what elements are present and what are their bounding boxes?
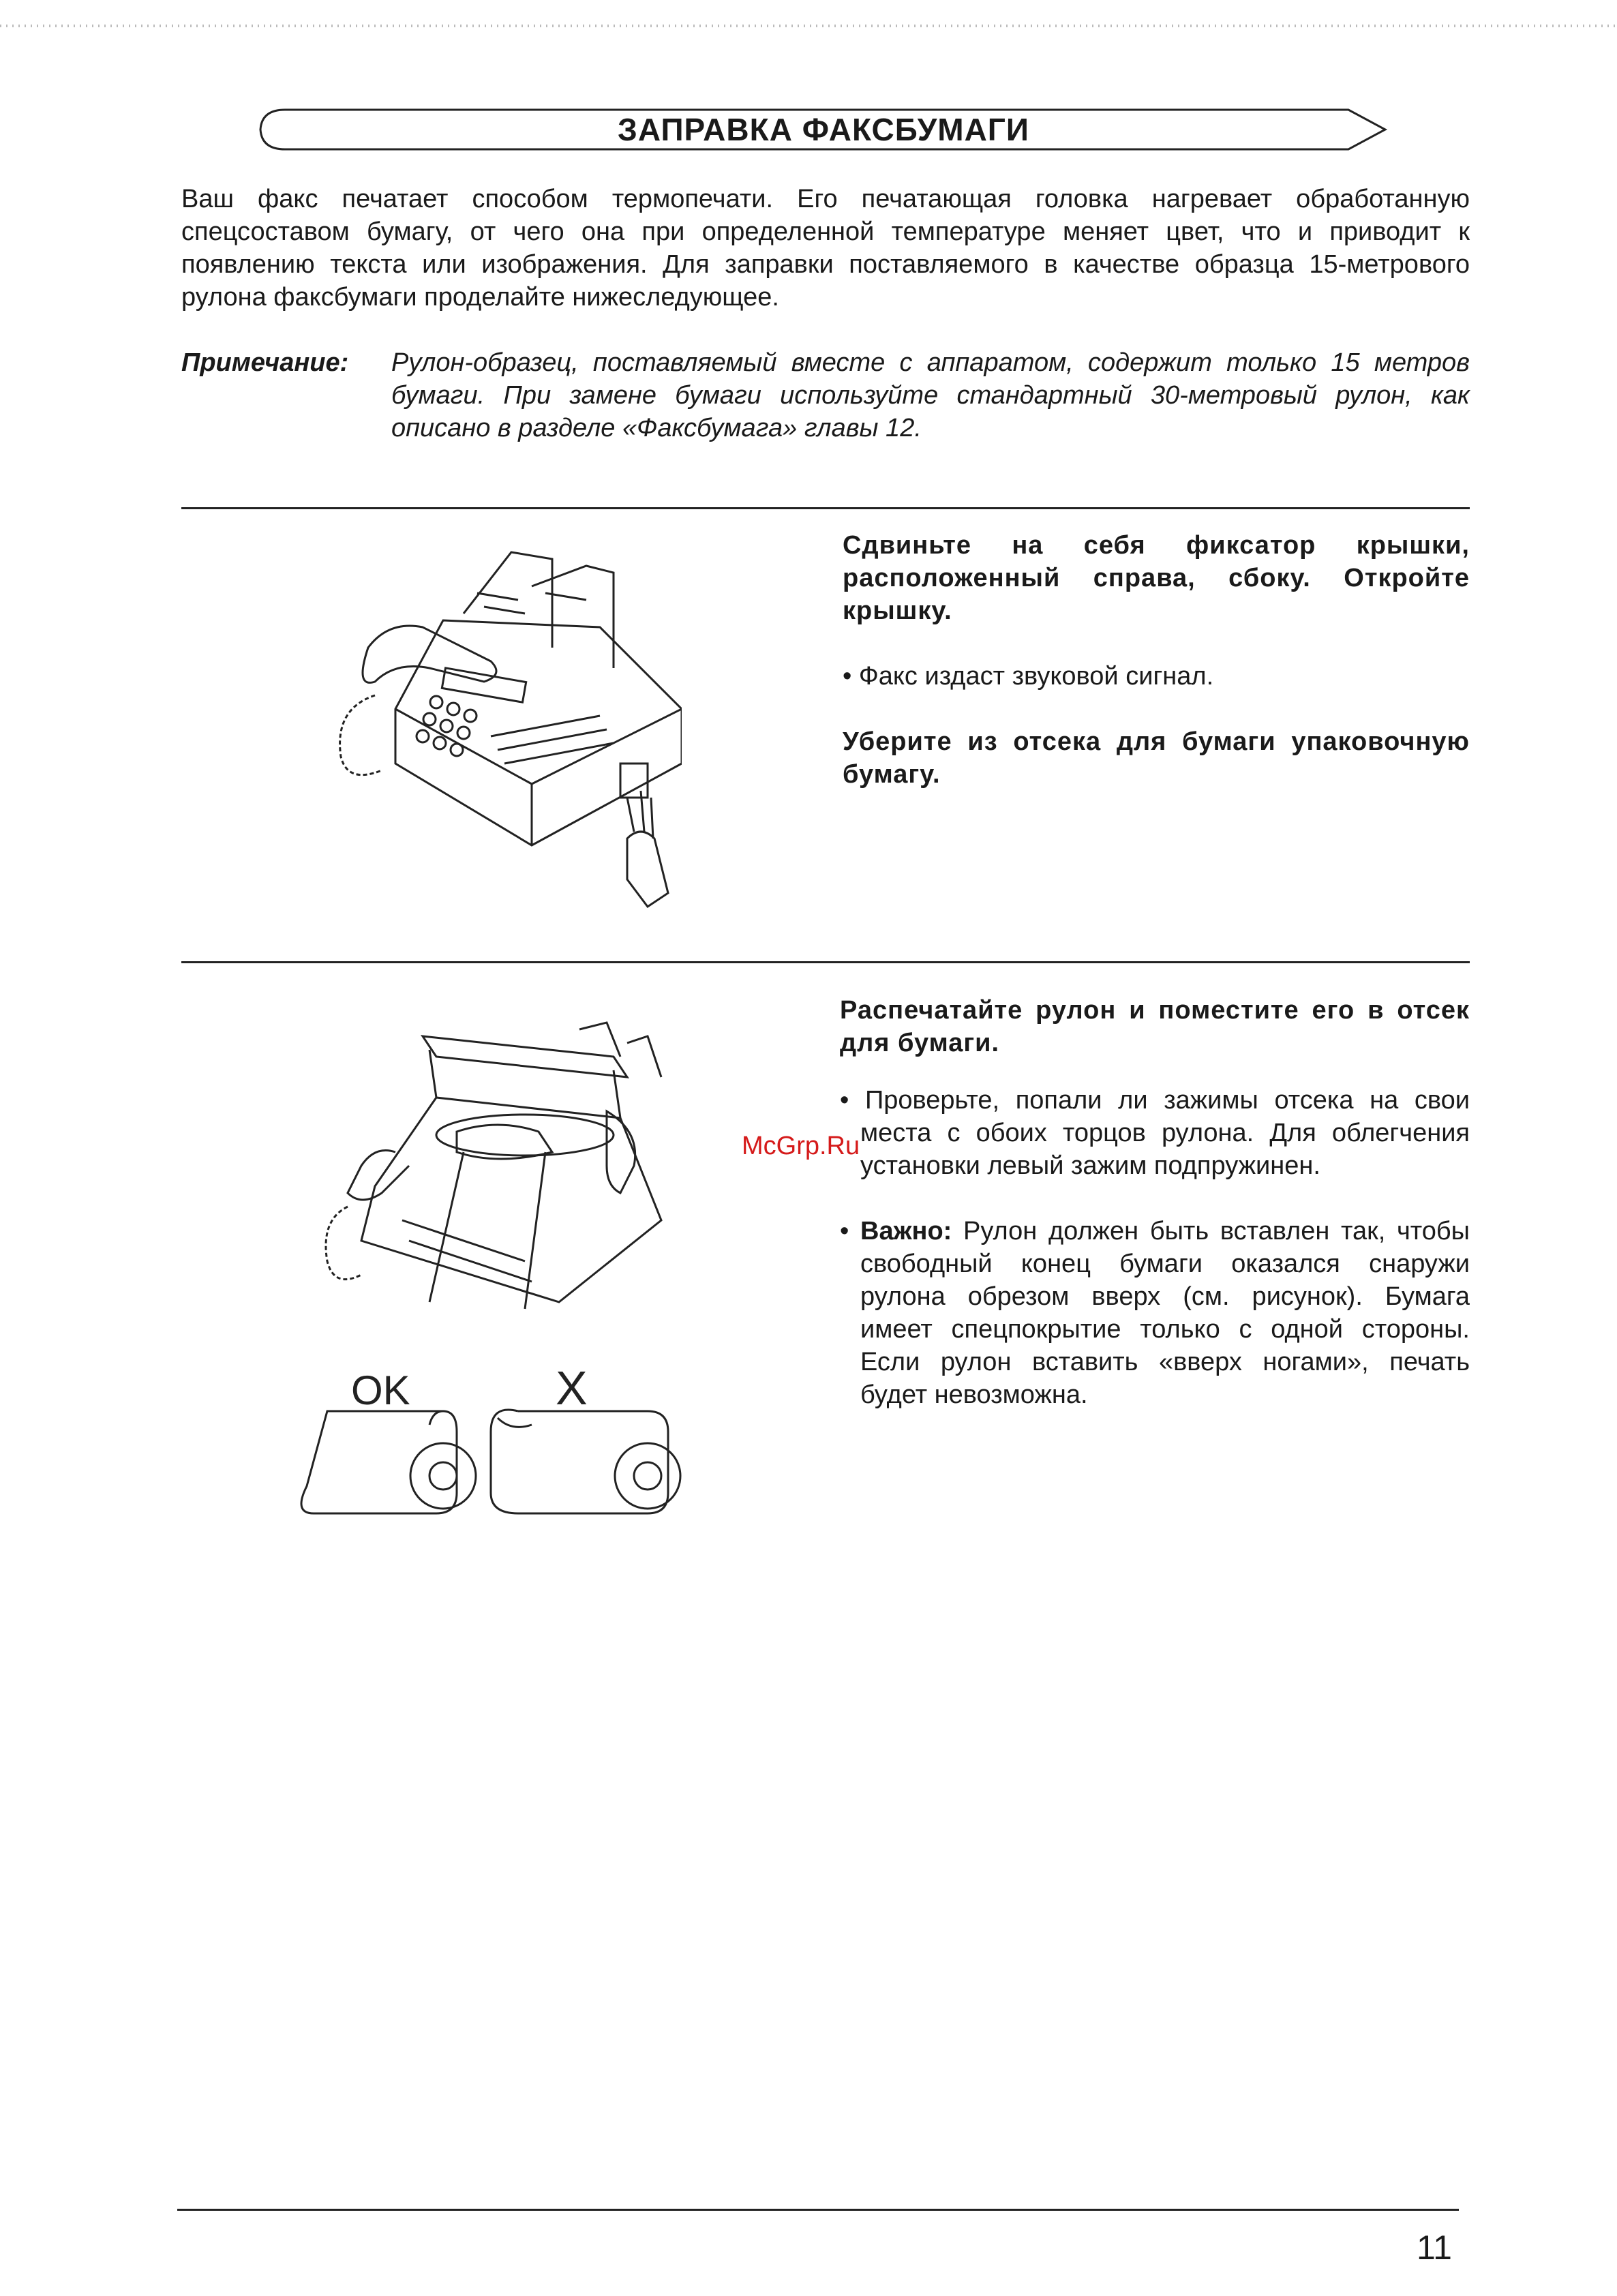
step1-instruction2: Уберите из отсека для бумаги упаковочную бумагу.	[843, 727, 1470, 789]
page-title: ЗАПРАВКА ФАКСБУМАГИ	[618, 112, 1029, 147]
important-label: Важно:	[860, 1217, 952, 1245]
roll-orientation-diagram	[286, 1363, 709, 1527]
roll-label-wrong: X	[556, 1363, 588, 1415]
scan-dots	[0, 25, 1617, 27]
roll-loading-illustration	[320, 1016, 689, 1329]
watermark: McGrp.Ru	[742, 1132, 860, 1160]
title-banner	[258, 108, 1389, 151]
roll-label-ok: OK	[351, 1368, 410, 1413]
divider-top	[181, 507, 1470, 509]
step1-text	[843, 529, 1470, 791]
step1-instruction1: Сдвиньте на себя фиксатор крышки, расположенный справа, сбоку. Откройте крышку.	[843, 531, 1470, 625]
intro-paragraph: Ваш факс печатает способом термопечати. Его печатающая головка нагревает обработанную спецсоставом бумагу, от чего она при определенной температуре меняет цвет, что и приводит к появлению текста или изображения. Для заправки поставляемого в качестве образца 15-метрового рулона факсбумаги проделайте нижеследующее.	[181, 185, 1470, 312]
page-number: 11	[1417, 2229, 1452, 2267]
step2-instruction: Распечатайте рулон и поместите его в отсек для бумаги.	[840, 996, 1470, 1057]
step2-bullet1: • Проверьте, попали ли зажимы отсека на свои места с обоих торцов рулона. Для облегчения установки левый зажим подпружинен.	[840, 1086, 1470, 1180]
note-text: Рулон-образец, поставляемый вместе с аппаратом, содержит только 15 метров бумаги. При замене бумаги используйте стандартный 30-метровый рулон, как описано в разделе «Факсбумага» главы 12.	[391, 348, 1470, 442]
note-label: Примечание:	[181, 348, 349, 377]
divider-bottom	[177, 2209, 1459, 2211]
step1-bullet: • Факс издаст звуковой сигнал.	[843, 662, 1214, 691]
divider-middle	[181, 961, 1470, 963]
important-text: Рулон должен быть вставлен так, чтобы свободный конец бумаги оказался снаружи рулона обрезом вверх (см. рисунок). Бумага имеет спецпокрытие только с одной стороны. Если рулон вставить «вверх ногами», печать будет невозможна.	[860, 1217, 1470, 1409]
step2-bullet2: • Важно: Рулон должен быть вставлен так, чтобы свободный конец бумаги оказался снаружи рулона обрезом вверх (см. рисунок). Бумага имеет спецпокрытие только с одной стороны. Если рулон вставить «вверх ногами», печать будет невозможна.	[840, 1217, 1470, 1409]
fax-machine-illustration	[327, 539, 682, 920]
step2-text	[840, 994, 1470, 1411]
